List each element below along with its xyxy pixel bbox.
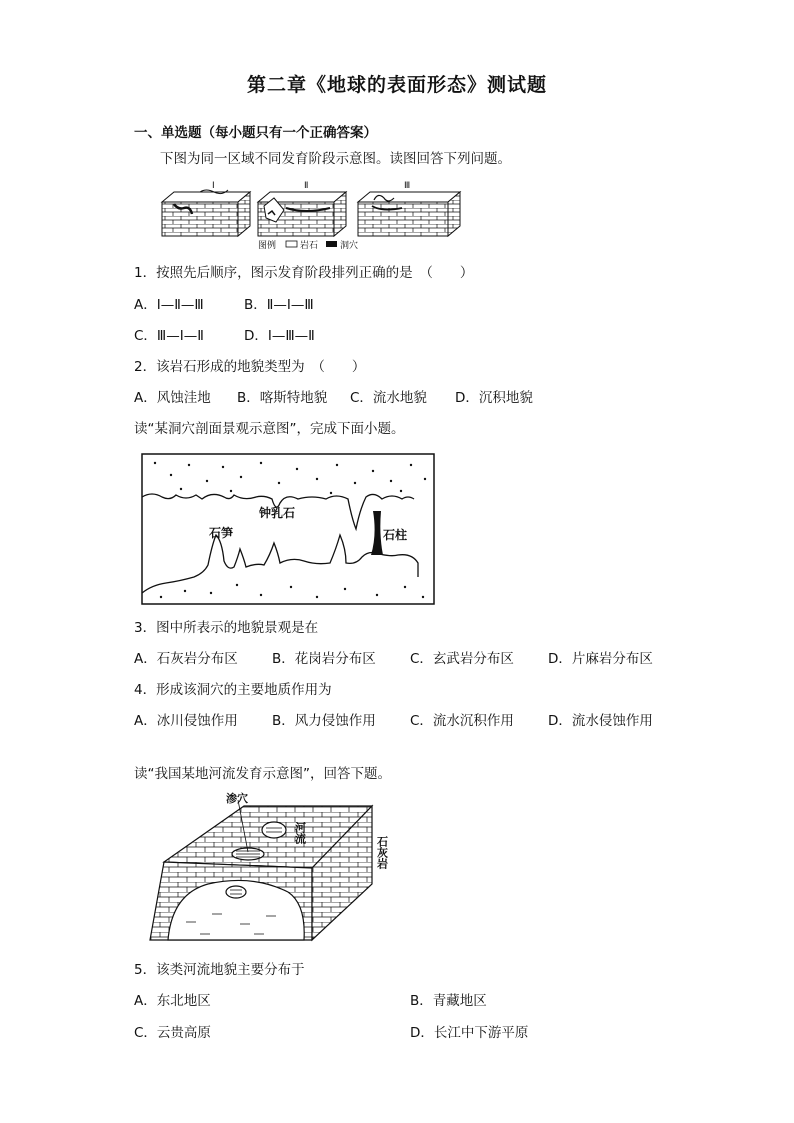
section-heading: 一、单选题（每小题只有一个正确答案）	[134, 125, 377, 141]
label-river: 河流	[293, 822, 307, 844]
q4-option-d: D．流水侵蚀作用	[548, 713, 653, 729]
legend-rock-swatch	[286, 241, 297, 247]
q1-option-a: A．Ⅰ—Ⅱ—Ⅲ	[134, 297, 204, 313]
q1-option-b: B．Ⅱ—Ⅰ—Ⅲ	[244, 297, 314, 313]
stage-label-2: Ⅱ	[304, 181, 309, 191]
q2-option-a: A．风蚀洼地	[134, 390, 211, 406]
label-stone-pillar: 石柱	[383, 528, 408, 542]
q1-option-d: D．Ⅰ—Ⅲ—Ⅱ	[244, 328, 315, 344]
stage-label-1: Ⅰ	[212, 181, 215, 191]
q1-option-c: C．Ⅲ—Ⅰ—Ⅱ	[134, 328, 204, 344]
q5-option-d: D．长江中下游平原	[410, 1025, 529, 1041]
question-3-stem: 3．图中所表示的地貌景观是在	[134, 620, 319, 636]
legend-cave-label: 洞穴	[340, 241, 359, 251]
legend-cave-swatch	[326, 241, 337, 247]
label-stalactite: 钟乳石	[259, 506, 296, 520]
q4-option-a: A．冰川侵蚀作用	[134, 713, 238, 729]
q4-option-b: B．风力侵蚀作用	[272, 713, 376, 729]
q2-option-d: D．沉积地貌	[455, 390, 533, 406]
karst-stages-figure	[160, 176, 465, 252]
q3-option-d: D．片麻岩分布区	[548, 651, 653, 667]
q4-option-c: C．流水沉积作用	[410, 713, 514, 729]
sinkhole-2	[262, 822, 286, 838]
cave-section-figure	[141, 453, 435, 605]
label-stalagmite: 石笋	[209, 526, 234, 540]
q5-option-b: B．青藏地区	[410, 993, 487, 1009]
question-5-stem: 5．该类河流地貌主要分布于	[134, 962, 305, 978]
sinkhole-3	[226, 886, 246, 898]
block-stage-3	[358, 192, 460, 236]
intro-text-2: 读“某洞穴剖面景观示意图”，完成下面小题。	[134, 421, 405, 437]
q3-option-b: B．花岗岩分布区	[272, 651, 376, 667]
question-4-stem: 4．形成该洞穴的主要地质作用为	[134, 682, 332, 698]
river-sinkhole-figure	[136, 792, 394, 944]
q2-option-b: B．喀斯特地貌	[237, 390, 328, 406]
label-sinkhole: 渗穴	[226, 792, 248, 805]
legend-rock-label: 岩石	[300, 241, 319, 251]
intro-text-3: 读“我国某地河流发育示意图”，回答下题。	[134, 766, 391, 782]
intro-text-1: 下图为同一区域不同发育阶段示意图。读图回答下列问题。	[160, 151, 511, 167]
q2-option-c: C．流水地貌	[350, 390, 427, 406]
page-title: 第二章《地球的表面形态》测试题	[246, 74, 547, 96]
question-1-stem: 1．按照先后顺序，图示发育阶段排列正确的是 （ ）	[134, 265, 474, 281]
q5-option-a: A．东北地区	[134, 993, 211, 1009]
q5-option-c: C．云贵高原	[134, 1025, 211, 1041]
q3-option-a: A．石灰岩分布区	[134, 651, 238, 667]
stage-label-3: Ⅲ	[404, 181, 411, 191]
block-stage-2	[258, 192, 346, 236]
label-limestone: 石灰岩	[375, 836, 389, 869]
legend-prefix: 图例	[258, 241, 277, 251]
question-2-stem: 2．该岩石形成的地貌类型为 （ ）	[134, 359, 366, 375]
q3-option-c: C．玄武岩分布区	[410, 651, 514, 667]
block-stage-1	[162, 190, 250, 236]
